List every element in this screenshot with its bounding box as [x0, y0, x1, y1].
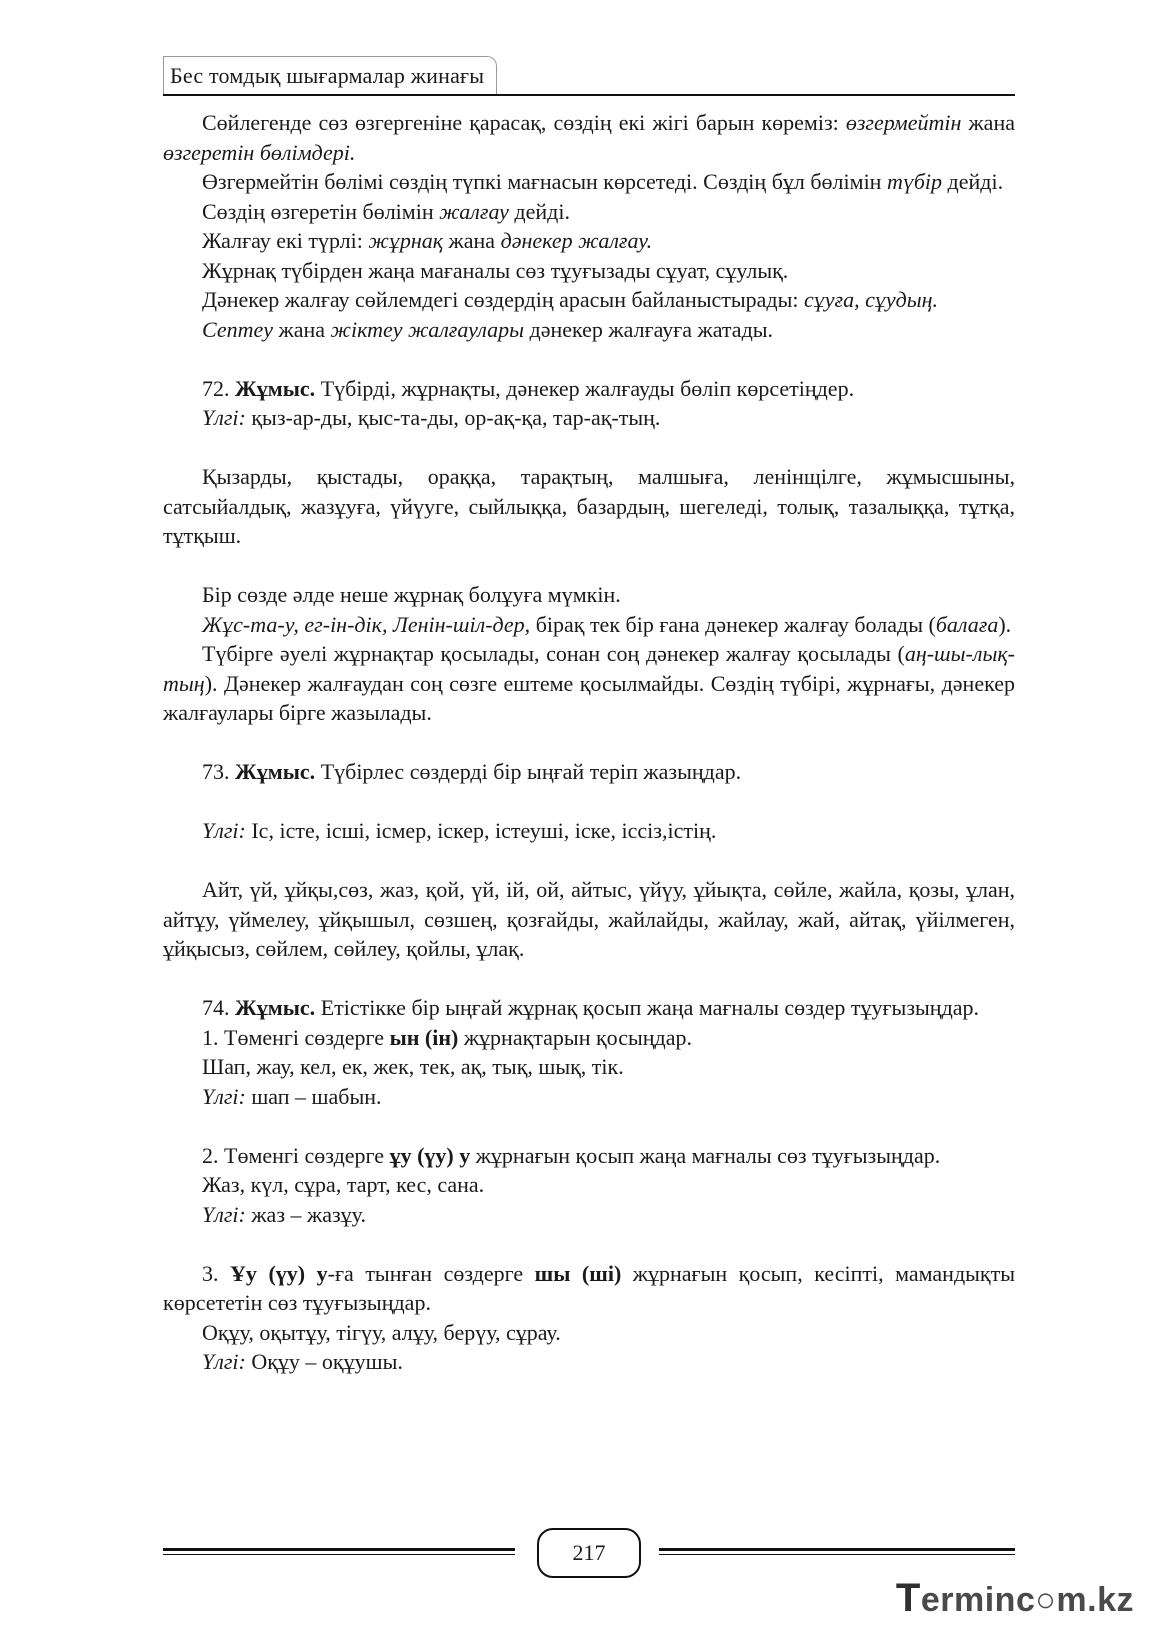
bold-text: Жұмыс. — [235, 375, 316, 401]
paragraph — [163, 1259, 1015, 1318]
paragraph — [163, 1052, 1015, 1082]
paragraph-gap — [163, 964, 1015, 994]
text-run: Етістікке бір ыңғай жұрнақ қосып жаңа мағналы сөздер тұуғызыңдар. — [315, 995, 980, 1020]
paragraph — [163, 197, 1015, 227]
paragraph — [163, 315, 1015, 345]
text-run: Өзгермейтін бөлімі сөздің түпкі мағнасын көрсетеді. Сөздің бұл бөлімін — [202, 169, 887, 194]
page-footer — [163, 1528, 1015, 1580]
text-run: Іс, істе, ісші, ісмер, іскер, істеуші, іске, іссіз,істің. — [245, 818, 717, 843]
italic-text: жұрнақ — [368, 228, 444, 253]
footer-rule-left-thin — [163, 1554, 515, 1555]
header-rule — [163, 94, 1015, 96]
italic-text: сұуға, сұудың. — [804, 287, 939, 312]
paragraph — [163, 757, 1015, 787]
bold-text: ын (ін) — [389, 1024, 459, 1050]
paragraph — [163, 403, 1015, 433]
paragraph-gap — [163, 1229, 1015, 1259]
text-run: Қызарды, қыстады, ораққа, тарақтың, малшыға, ленінщілге, жұмысшыны, сатсыйалдық, жазұуға, үйүуге, сыйлыққа, базардың, шегеледі, толық, тазалыққа, тұтқа, тұтқыш. — [163, 464, 1015, 548]
paragraph — [163, 108, 1015, 167]
paragraph — [163, 993, 1015, 1023]
page-body — [163, 108, 1015, 1377]
paragraph-gap — [163, 433, 1015, 463]
text-run: Түбірлес сөздерді бір ыңғай теріп жазыңдар. — [315, 759, 742, 784]
text-run: жана — [273, 316, 331, 342]
paragraph — [163, 167, 1015, 197]
italic-text: өзгеретін бөлімдері. — [163, 139, 356, 165]
text-run: 74. — [202, 995, 235, 1020]
paragraph — [163, 580, 1015, 610]
paragraph — [163, 462, 1015, 551]
text-run: жұрнағын қосып, кесіпті, мамандықты көрсететін сөз тұуғызыңдар. — [163, 1260, 1016, 1315]
text-run: ). Дәнекер жалғаудан соң сөзге ештеме қосылмайды. Сөздің түбірі, жұрнағы, дәнекер жалғаулары бірге жазылады. — [163, 670, 1015, 725]
italic-text: Жұс-та-у, ег-ін-дік, Ленін-шіл-дер, — [202, 611, 531, 637]
paragraph — [163, 875, 1015, 964]
paragraph — [163, 1141, 1015, 1171]
italic-text: Септеу — [202, 316, 274, 342]
paragraph-gap — [163, 551, 1015, 581]
text-run: 1. Төменгі сөздерге — [202, 1024, 390, 1050]
paragraph — [163, 1023, 1015, 1053]
site-watermark: Terminc○m.kz — [895, 1576, 1134, 1620]
text-run: Түбірге әуелі жұрнақтар қосылады, сонан соң дәнекер жалғау қосылады ( — [202, 641, 905, 666]
text-run: Оқұу, оқытұу, тігүу, алұу, берүу, сұрау. — [202, 1319, 561, 1345]
footer-rule-left — [163, 1548, 515, 1551]
italic-text: Үлгі: — [202, 405, 246, 430]
page-number: 217 — [537, 1528, 641, 1578]
italic-text: Үлгі: — [202, 1083, 246, 1109]
bold-text: Ұу (үу) у — [230, 1260, 328, 1286]
text-run: 73. — [202, 759, 235, 784]
paragraph — [163, 610, 1015, 640]
italic-text: Үлгі: — [202, 1201, 246, 1227]
paragraph — [163, 374, 1015, 404]
text-run: Жұрнақ түбірден жаңа мағаналы сөз тұуғызады сұуат, сұулық. — [202, 257, 789, 283]
book-title: Бес томдық шығармалар жинағы — [163, 56, 497, 95]
paragraph — [163, 1347, 1015, 1377]
italic-text: дәнекер жалғау. — [500, 228, 653, 253]
paragraph — [163, 256, 1015, 286]
text-run: Сөйлегенде сөз өзгергеніне қарасақ, сөздің екі жігі барын көреміз: — [202, 110, 846, 135]
italic-text: жалғау — [439, 198, 509, 224]
paragraph-gap — [163, 728, 1015, 758]
italic-text: жіктеу жалғаулары — [330, 316, 525, 342]
paragraph-gap — [163, 787, 1015, 817]
footer-rule-right — [659, 1548, 1015, 1551]
italic-text: Үлгі: — [202, 818, 246, 843]
bold-text: Жұмыс. — [235, 759, 316, 784]
paragraph — [163, 1082, 1015, 1112]
italic-text: Үлгі: — [202, 1349, 246, 1374]
text-run: 2. Төменгі сөздерге — [202, 1142, 390, 1168]
text-run: жана — [961, 110, 1015, 135]
text-run: Оқұу – оқұушы. — [245, 1349, 403, 1374]
italic-text: аң-шы-лық-тың — [163, 641, 1015, 696]
paragraph-gap — [163, 344, 1015, 374]
text-run: Шап, жау, кел, ек, жек, тек, ақ, тық, шық, тік. — [202, 1054, 624, 1079]
paragraph-gap — [163, 846, 1015, 876]
text-run: жана — [443, 228, 501, 253]
bold-text: шы (ші) — [534, 1260, 622, 1286]
paragraph — [163, 1170, 1015, 1200]
bold-text: Жұмыс. — [235, 995, 316, 1020]
text-run: Түбірді, жұрнақты, дәнекер жалғауды бөліп көрсетіңдер. — [315, 375, 855, 401]
paragraph — [163, 285, 1015, 315]
paragraph — [163, 1200, 1015, 1230]
italic-text: балаға — [935, 611, 999, 637]
text-run: шап – шабын. — [245, 1083, 382, 1109]
paragraph — [163, 639, 1015, 728]
text-run: 3. — [202, 1260, 231, 1286]
paragraph — [163, 1318, 1015, 1348]
text-run: дейді. — [942, 169, 1004, 194]
text-run: Айт, үй, ұйқы,сөз, жаз, қой, үй, ій, ой, айтыс, үйүу, ұйықта, сөйле, жайла, қозы, ұлан, айтұу, үймелеу, ұйқышыл, сөзшең, қозғайды, жайлайды, жайлау, жай, айтақ, үйілмеген, ұйқысыз, сөйлем, сөйлеу, қойлы, ұлақ. — [163, 877, 1015, 961]
text-run: жұрнағын қосып жаңа мағналы сөз тұуғызыңдар. — [470, 1142, 941, 1168]
italic-text: түбір — [886, 169, 943, 194]
text-run: дейді. — [508, 198, 570, 224]
running-header — [163, 52, 1015, 96]
paragraph — [163, 816, 1015, 846]
text-run: жаз – жазұу. — [245, 1201, 366, 1227]
bold-text: ұу (үу) у — [389, 1142, 471, 1168]
italic-text: өзгермейтін — [845, 110, 962, 135]
text-run: Жалғау екі түрлі: — [202, 228, 369, 253]
text-run: Дәнекер жалғау сөйлемдегі сөздердің арасын байланыстырады: — [202, 287, 805, 312]
text-run: -ға тынған сөздерге — [327, 1260, 535, 1286]
text-run: Сөздің өзгеретін бөлімін — [202, 198, 440, 224]
text-run: Жаз, күл, сұра, тарт, кес, сана. — [202, 1172, 485, 1197]
text-run: Бір сөзде әлде неше жұрнақ болұуға мүмкін. — [202, 582, 621, 607]
text-run: 72. — [202, 375, 235, 401]
text-run: дәнекер жалғауға жатады. — [524, 316, 774, 342]
footer-rule-right-thin — [659, 1554, 1015, 1555]
paragraph-gap — [163, 1111, 1015, 1141]
paragraph — [163, 226, 1015, 256]
text-run: ). — [998, 611, 1012, 637]
text-run: жұрнақтарын қосыңдар. — [458, 1024, 693, 1050]
text-run: бірақ тек бір ғана дәнекер жалғау болады ( — [530, 611, 936, 637]
text-run: қыз-ар-ды, қыс-та-ды, ор-ақ-қа, тар-ақ-тың. — [245, 405, 661, 430]
